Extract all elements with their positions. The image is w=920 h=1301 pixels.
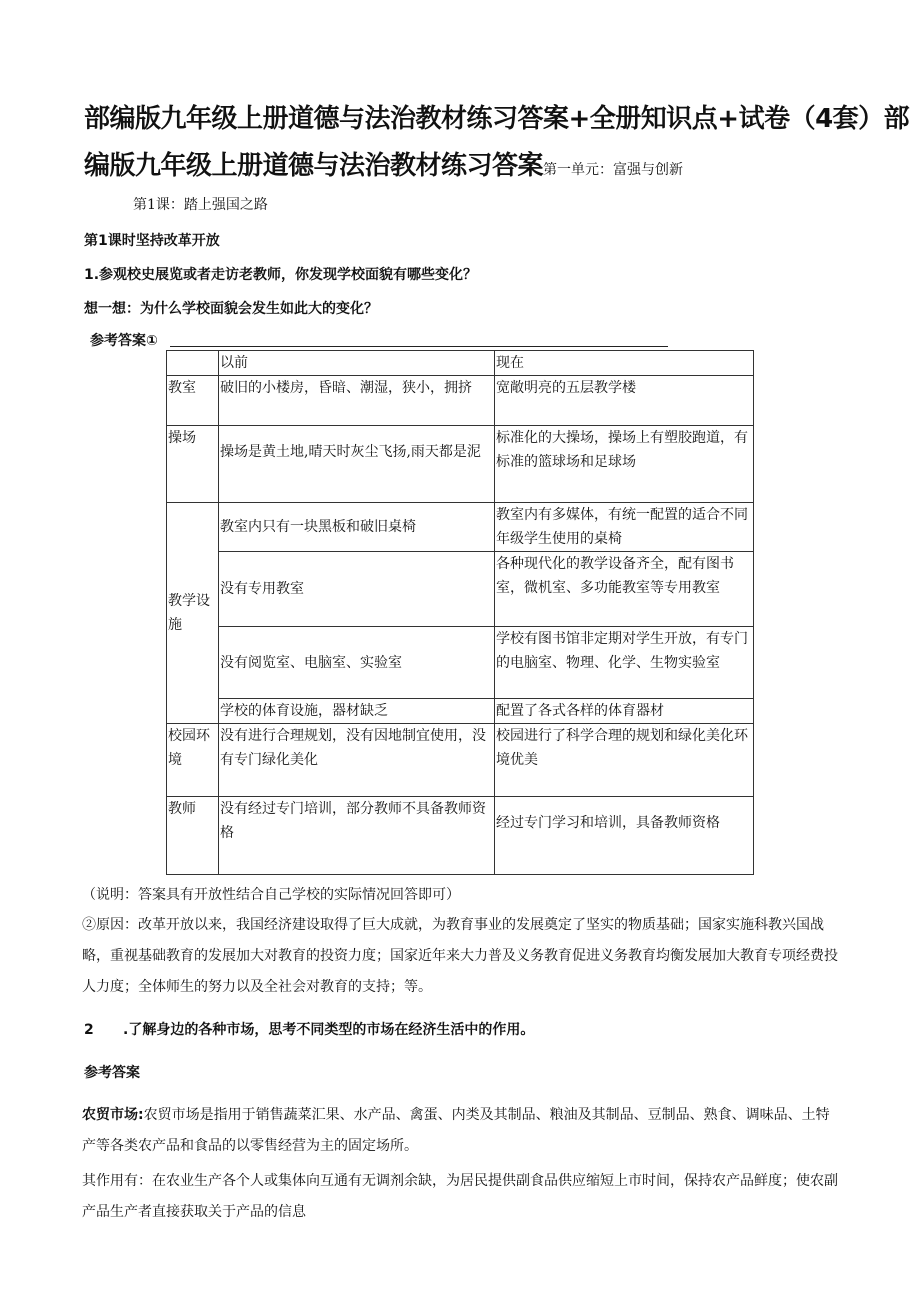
row-now: 教室内有多媒体，有统一配置的适合不同年级学生使用的桌椅	[495, 503, 754, 552]
table-row	[167, 699, 754, 724]
row-now: 各种现代化的教学设备齐全，配有图书室，微机室、多功能教室等专用教室	[495, 552, 754, 627]
row-before: 没有进行合理规划，没有因地制宜使用，没有专门绿化美化	[219, 724, 495, 797]
row-now: 学校有图书馆非定期对学生开放，有专门的电脑室、物理、化学、生物实验室	[495, 627, 754, 699]
table-header-empty	[167, 351, 219, 376]
market-paragraph	[82, 1100, 842, 1162]
row-before: 操场是黄土地,晴天时灰尘飞扬,雨天都是泥	[219, 426, 495, 503]
section-heading: 第1课时坚持改革开放	[84, 233, 220, 249]
row-before: 学校的体育设施，器材缺乏	[219, 699, 495, 724]
market-text: 农贸市场是指用于销售蔬菜汇果、水产品、禽蛋、内类及其制品、粮油及其制品、豆制品、熟食、调味品、土特产等各类农产品和食品的以零售经营为主的固定场所。	[82, 1107, 830, 1154]
question-1: 1.参观校史展览或者走访老教师，你发现学校面貌有哪些变化？	[84, 267, 478, 283]
table-row	[167, 426, 754, 503]
row-category: 教室	[167, 376, 219, 426]
reason-paragraph: ②原因：改革开放以来，我国经济建设取得了巨大成就，为教育事业的发展奠定了坚实的物质基础；国家实施科教兴国战略，重视基础教育的发展加大对教育的投资力度；国家近年来大力普及义务教育促进义务教育均衡发展加大教育专项经费投人力度；全体师生的努力以及全社会对教育的支持；等。	[82, 917, 838, 995]
row-category: 操场	[167, 426, 219, 503]
row-category: 教学设施	[167, 503, 219, 724]
doc-title-line1: 部编版九年级上册道德与法治教材练习答案+全册知识点+试卷（4套）部	[84, 104, 910, 134]
think-prompt: 想一想：为什么学校面貌会发生如此大的变化？	[84, 301, 378, 317]
answer2-label: 参考答案	[84, 1065, 140, 1081]
answer-label: 参考答案①	[90, 333, 158, 349]
table-row	[167, 376, 754, 426]
comparison-table	[166, 350, 754, 875]
question-2: 2 .了解身边的各种市场，思考不同类型的市场在经济生活中的作用。	[84, 1022, 535, 1038]
row-before: 没有阅览室、电脑室、实验室	[219, 627, 495, 699]
table-row	[167, 797, 754, 875]
doc-title-line2-text: 编版九年级上册道德与法治教材练习答案	[84, 151, 544, 181]
unit-heading: 第一单元：富强与创新	[543, 162, 684, 178]
market-role-paragraph: 其作用有：在农业生产各个人或集体向互通有无调剂余缺，为居民提供副食品供应缩短上市时间，保持农产品鲜度；使农副产品生产者直接获取关于产品的信息	[82, 1173, 838, 1220]
row-now: 宽敞明亮的五层教学楼	[495, 376, 754, 426]
table-row	[167, 724, 754, 797]
doc-title-line2	[84, 145, 683, 182]
row-category: 教师	[167, 797, 219, 875]
row-before: 教室内只有一块黑板和破旧桌椅	[219, 503, 495, 552]
answer-underline	[170, 346, 668, 347]
table-row	[167, 627, 754, 699]
row-category: 校园环境	[167, 724, 219, 797]
table-header-before: 以前	[219, 351, 495, 376]
row-now: 经过专门学习和培训，具备教师资格	[495, 797, 754, 875]
row-before: 没有专用教室	[219, 552, 495, 627]
row-now: 配置了各式各样的体育器材	[495, 699, 754, 724]
market-label: 农贸市场:	[82, 1107, 144, 1123]
table-row	[167, 552, 754, 627]
row-before: 没有经过专门培训，部分教师不具备教师资格	[219, 797, 495, 875]
table-header-now: 现在	[495, 351, 754, 376]
table-header-row	[167, 351, 754, 376]
table-row	[167, 503, 754, 552]
lesson-heading: 第1课：踏上强国之路	[133, 197, 268, 213]
row-now: 校园进行了科学合理的规划和绿化美化环境优美	[495, 724, 754, 797]
row-now: 标准化的大操场，操场上有塑胶跑道，有标准的篮球场和足球场	[495, 426, 754, 503]
row-before: 破旧的小楼房，昏暗、潮湿，狭小，拥挤	[219, 376, 495, 426]
answer-note: （说明：答案具有开放性结合自己学校的实际情况回答即可）	[82, 887, 460, 903]
